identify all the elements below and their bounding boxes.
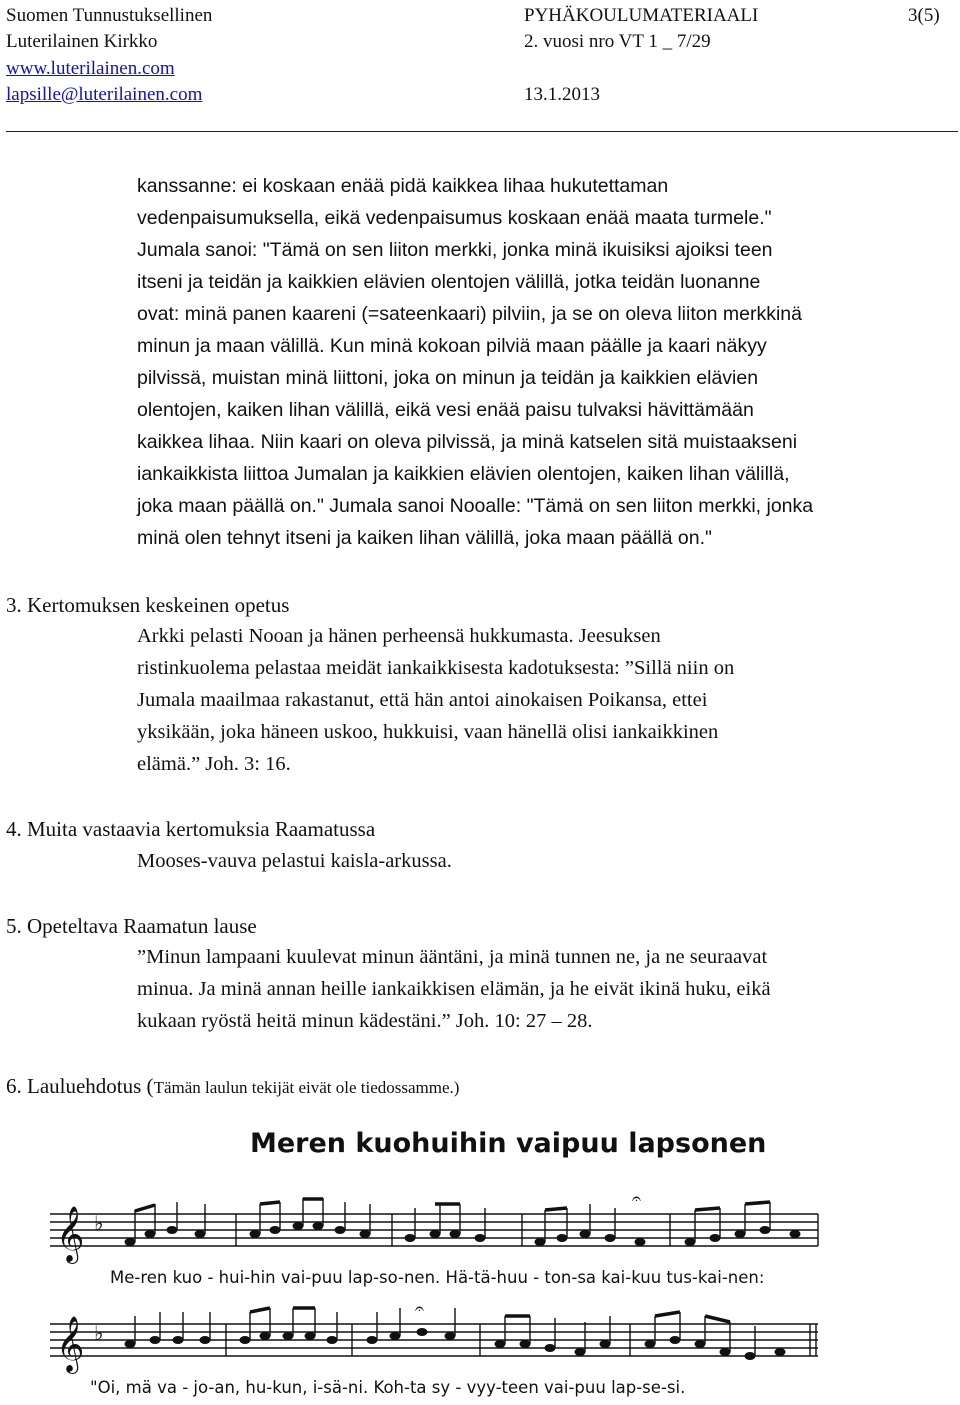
text-line: olentojen, kaiken lihan välillä, eikä vesi enää paisu tulvaksi hävittämään — [137, 399, 754, 421]
text-line: kukaan ryöstä heitä minun kädestäni.” Joh. 10: 27 – 28. — [137, 1010, 593, 1032]
text-line: pilvissä, muistan minä liittoni, joka on minun ja teidän ja kaikkien elävien — [137, 367, 759, 389]
music-staff-2 — [50, 1302, 820, 1382]
text-line: elämä.” Joh. 3: 16. — [137, 753, 291, 775]
text-line: yksikään, joka häneen uskoo, hukkuisi, vaan hänellä olisi iankaikkinen — [137, 721, 719, 743]
svg-text:𝄐: 𝄐 — [415, 1302, 424, 1318]
text-line: Jumala sanoi: "Tämä on sen liiton merkki, jonka minä ikuisiksi ajoiksi teen — [137, 239, 773, 261]
svg-text:𝄞: 𝄞 — [56, 1206, 85, 1262]
song-lyrics-line-2: "Oi, mä va - jo-an, hu-kun, i-sä-ni. Koh-ta sy - vyy-teen vai-puu lap-se-si. — [90, 1378, 686, 1397]
org-name-line2: Luterilainen Kirkko — [6, 31, 158, 52]
svg-text:𝄐: 𝄐 — [632, 1192, 641, 1208]
song-title: Meren kuohuihin vaipuu lapsonen — [250, 1128, 767, 1159]
section-3-heading: 3. Kertomuksen keskeinen opetus — [6, 593, 290, 617]
text-line: Jumala maailmaa rakastanut, että hän antoi ainokaisen Poikansa, ettei — [137, 689, 708, 711]
text-line: vedenpaisumuksella, eikä vedenpaisumus koskaan enää maata turmele." — [137, 207, 772, 229]
text-line: joka maan päällä on." Jumala sanoi Nooalle: "Tämä on sen liiton merkki, jonka — [137, 495, 814, 517]
text-line: minun ja maan välillä. Kun minä kokoan pilviä maan päälle ja kaari näkyy — [137, 335, 767, 357]
text-line: Arkki pelasti Nooan ja hänen perheensä hukkumasta. Jeesuksen — [137, 625, 661, 647]
section-5-body — [137, 941, 959, 1037]
text-line: Mooses-vauva pelastui kaisla-arkussa. — [137, 850, 452, 872]
svg-text:♭: ♭ — [94, 1321, 104, 1345]
svg-text:𝄞: 𝄞 — [56, 1316, 85, 1372]
section-4-heading: 4. Muita vastaavia kertomuksia Raamatussa — [6, 817, 376, 841]
text-line: kaikkea lihaa. Niin kaari on oleva pilvissä, ja minä katselen sitä muistaakseni — [137, 431, 798, 453]
org-name-line1: Suomen Tunnustuksellinen — [6, 5, 213, 26]
bible-text — [137, 170, 959, 554]
text-line: kanssanne: ei koskaan enää pidä kaikkea lihaa hukutettaman — [137, 175, 669, 197]
section-3-body — [137, 620, 959, 780]
text-line: ”Minun lampaani kuulevat minun ääntäni, ja minä tunnen ne, ja ne seuraavat — [137, 946, 768, 968]
issue-number: 2. vuosi nro VT 1 _ 7/29 — [524, 31, 711, 52]
email-link[interactable]: lapsille@luterilainen.com — [6, 84, 203, 105]
section-6-heading — [6, 1073, 459, 1101]
text-line: itseni ja teidän ja kaikkien elävien olentojen välillä, jotka teidän luonanne — [137, 271, 761, 293]
website-link[interactable]: www.luterilainen.com — [6, 58, 175, 79]
svg-text:♭: ♭ — [94, 1211, 104, 1235]
material-title: PYHÄKOULUMATERIAALI — [524, 5, 759, 26]
page-number: 3(5) — [908, 5, 940, 26]
section-6-title: 6. Lauluehdotus ( — [6, 1074, 154, 1098]
section-5-heading: 5. Opeteltava Raamatun lause — [6, 914, 257, 938]
section-6-note: Tämän laulun tekijät eivät ole tiedossamme.) — [153, 1078, 460, 1097]
text-line: iankaikkista liittoa Jumalan ja kaikkien elävien olentojen, kaiken lihan välillä, — [137, 463, 790, 485]
header-divider — [6, 131, 958, 132]
text-line: minua. Ja minä annan heille iankaikkisen elämän, ja he eivät ikinä huku, eikä — [137, 978, 771, 1000]
music-staff-1 — [50, 1192, 820, 1272]
song-lyrics-line-1: Me-ren kuo - hui-hin vai-puu lap-so-nen. Hä-tä-huu - ton-sa kai-kuu tus-kai-nen: — [110, 1268, 765, 1287]
section-4-body — [137, 845, 959, 877]
text-line: ristinkuolema pelastaa meidät iankaikkisesta kadotuksesta: ”Sillä niin on — [137, 657, 735, 679]
document-date: 13.1.2013 — [524, 84, 600, 105]
text-line: ovat: minä panen kaareni (=sateenkaari) pilviin, ja se on oleva liiton merkkinä — [137, 303, 802, 325]
text-line: minä olen tehnyt itseni ja kaiken lihan välillä, joka maan päällä on." — [137, 527, 712, 549]
